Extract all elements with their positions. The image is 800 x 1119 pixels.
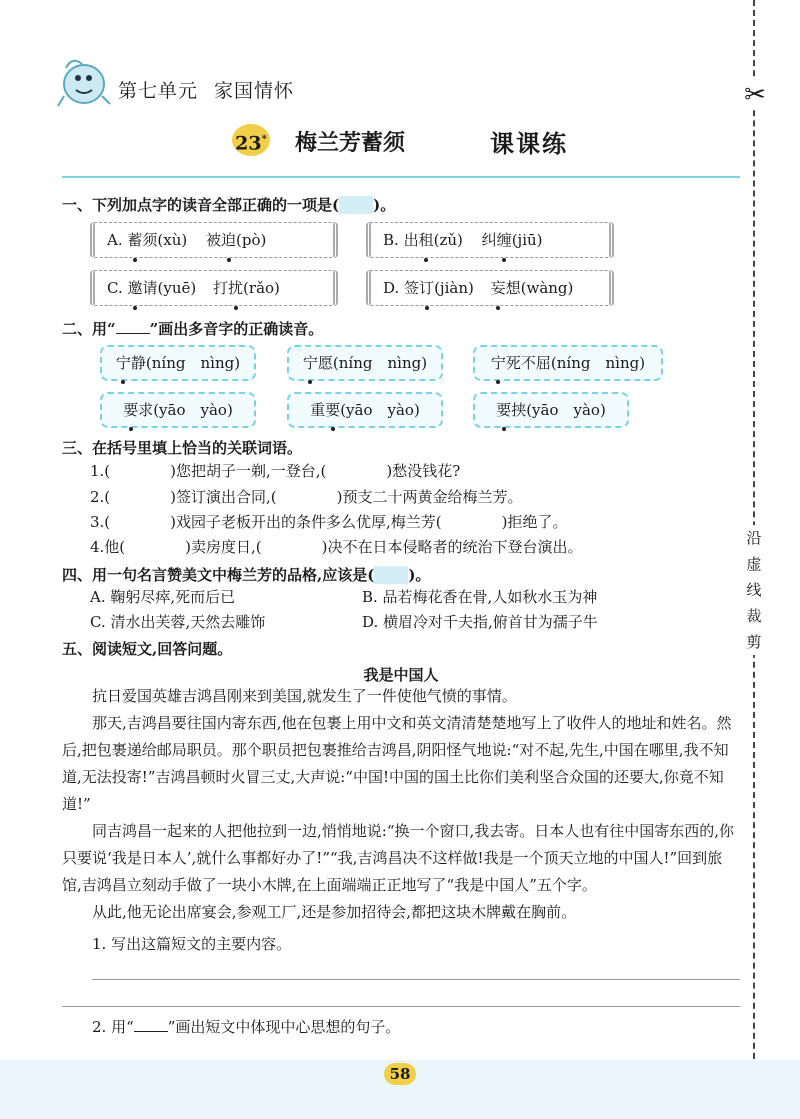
q4-option-b[interactable]: B. 品若梅花香在骨,人如秋水玉为神 bbox=[362, 588, 598, 606]
q2-item-2[interactable] bbox=[287, 345, 443, 381]
option-label: B. bbox=[383, 231, 399, 249]
scissors-icon: ✂ bbox=[740, 80, 770, 110]
option-label: A. bbox=[107, 231, 123, 249]
option-text: 被 bbox=[206, 231, 222, 249]
q4-answer-blank[interactable] bbox=[374, 566, 408, 584]
story-title: 我是中国人 bbox=[363, 666, 439, 684]
lesson-title: 梅兰芳蓄须 bbox=[295, 130, 406, 156]
q1-option-a[interactable] bbox=[90, 222, 338, 258]
q4-option-c[interactable]: C. 清水出芙蓉,天然去雕饰 bbox=[90, 613, 266, 631]
option-text: 打 bbox=[213, 279, 229, 297]
sub-question-text: ”画出短文中体现中心思想的句子。 bbox=[167, 1018, 401, 1036]
unit-label bbox=[118, 76, 310, 103]
sub-question-text: 2. 用“ bbox=[92, 1018, 134, 1036]
practice-title: 课课练 bbox=[490, 129, 568, 158]
q5-heading: 五、阅读短文,回答问题。 bbox=[62, 640, 233, 658]
q2-heading bbox=[62, 318, 323, 339]
dotted-char: 妄 bbox=[491, 271, 506, 305]
item-text: (yāo yào) bbox=[340, 401, 420, 419]
dotted-char: 迫 bbox=[221, 223, 236, 257]
unit-number: 第七单元 bbox=[118, 80, 199, 102]
q5-sub-question-2 bbox=[92, 1017, 400, 1037]
q1-title-end: )。 bbox=[373, 196, 396, 214]
sentence-text: 2.( bbox=[90, 488, 111, 506]
story-paragraph-4: 从此,他无论出席宴会,参观工厂,还是参加招待会,都把这块木牌戴在胸前。 bbox=[92, 903, 577, 921]
sentence-text: )签订演出合同,( bbox=[170, 488, 277, 506]
sentence-text: )戏园子老板开出的条件多么优厚,梅兰芳( bbox=[170, 513, 442, 531]
header-divider bbox=[62, 176, 740, 178]
q1-option-c[interactable] bbox=[90, 270, 338, 306]
lesson-star: * bbox=[261, 134, 267, 145]
option-text: 须(xù) bbox=[142, 231, 188, 249]
q4-title-end: )。 bbox=[408, 566, 431, 584]
q2-item-4[interactable] bbox=[100, 392, 256, 428]
q3-sentence-2 bbox=[90, 487, 523, 507]
q1-answer-blank[interactable] bbox=[339, 196, 373, 214]
q3-heading: 三、在括号里填上恰当的关联词语。 bbox=[62, 439, 303, 457]
lesson-number-badge bbox=[232, 124, 270, 156]
q4-option-a[interactable]: A. 鞠躬尽瘁,死而后已 bbox=[90, 588, 236, 606]
option-text: (jiàn) bbox=[434, 279, 474, 297]
unit-theme: 家国情怀 bbox=[214, 80, 295, 102]
option-text: 请(yuē) bbox=[142, 279, 197, 297]
q1-title: 一、下列加点字的读音全部正确的一项是( bbox=[62, 196, 340, 214]
sentence-text: )卖房度日,( bbox=[185, 538, 262, 556]
sentence-text: )拒绝了。 bbox=[501, 513, 568, 531]
dotted-char: 宁 bbox=[491, 347, 506, 379]
q1-heading bbox=[62, 194, 395, 215]
underline-mark bbox=[134, 1019, 168, 1032]
cut-instruction: 沿虚线裁剪 bbox=[742, 525, 766, 655]
option-text: 想(wàng) bbox=[505, 279, 574, 297]
sentence-text: )您把胡子一剃,一登台,( bbox=[170, 462, 327, 480]
story-paragraph-3: 同吉鸿昌一起来的人把他拉到一边,悄悄地说:“换一个窗口,我去寄。日本人也有往中国寄东西的,你只要说‘我是日本人’,就什么事都好办了!”“我,吉鸿昌决不这样做!我是一个顶天立地的中国人!”回到旅馆,吉鸿昌立刻动手做了一块小木牌,在上面端端正正地写了“我是中国人”五个字。 bbox=[62, 822, 735, 894]
page-number: 58 bbox=[384, 1063, 416, 1085]
q2-item-3[interactable] bbox=[473, 345, 663, 381]
q4-heading bbox=[62, 564, 430, 585]
story-paragraph-1: 抗日爱国英雄吉鸿昌刚来到美国,就发生了一件使他气愤的事情。 bbox=[92, 687, 517, 705]
option-text: (pò) bbox=[236, 231, 267, 249]
mascot-logo-icon bbox=[54, 50, 116, 110]
item-text: 愿(níng nìng) bbox=[317, 354, 428, 372]
q3-sentence-1 bbox=[90, 461, 460, 481]
dotted-char: 扰 bbox=[228, 271, 243, 305]
lesson-number: 23 bbox=[235, 132, 262, 155]
sentence-text: 3.( bbox=[90, 513, 111, 531]
option-label: D. bbox=[383, 279, 400, 297]
dotted-char: 订 bbox=[419, 271, 434, 305]
answer-line-1[interactable] bbox=[92, 979, 740, 980]
q3-sentence-4 bbox=[90, 537, 583, 557]
option-text: (rǎo) bbox=[243, 279, 280, 297]
dotted-char: 缠 bbox=[497, 223, 512, 257]
option-text: (zǔ) bbox=[433, 231, 463, 249]
q5-sub-question-1: 1. 写出这篇短文的主要内容。 bbox=[92, 935, 292, 953]
dotted-char: 宁 bbox=[116, 347, 131, 379]
item-text: 挟(yāo yào) bbox=[511, 401, 606, 419]
story-paragraph-2: 那天,吉鸿昌要往国内寄东西,他在包裹上用中文和英文清清楚楚地写上了收件人的地址和姓名。然后,把包裹递给邮局职员。那个职员把包裹推给吉鸿昌,阴阳怪气地说:“对不起,先生,中国在哪里,我不知道,无法投寄!”吉鸿昌顿时火冒三丈,大声说:“中国!中国的国土比你们美利坚合众国的还要大,你竟不知道!” bbox=[62, 714, 732, 813]
q1-option-b[interactable] bbox=[366, 222, 614, 258]
sentence-text: )预支二十两黄金给梅兰芳。 bbox=[336, 488, 523, 506]
item-text: 静(níng nìng) bbox=[130, 354, 241, 372]
dotted-char: 蓄 bbox=[127, 223, 142, 257]
option-text: 出 bbox=[403, 231, 419, 249]
dotted-char: 租 bbox=[419, 223, 434, 257]
q2-item-6[interactable] bbox=[473, 392, 629, 428]
dotted-char: 宁 bbox=[303, 347, 318, 379]
q2-title-start: 二、用“ bbox=[62, 320, 116, 338]
item-text: 死不屈(níng nìng) bbox=[505, 354, 646, 372]
option-label: C. bbox=[107, 279, 123, 297]
q4-option-d[interactable]: D. 横眉冷对千夫指,俯首甘为孺子牛 bbox=[362, 613, 598, 631]
dotted-char: 邀 bbox=[128, 271, 143, 305]
sentence-text: )愁没钱花? bbox=[386, 462, 461, 480]
q1-option-d[interactable] bbox=[366, 270, 614, 306]
q3-sentence-3 bbox=[90, 512, 568, 532]
sentence-text: 1.( bbox=[90, 462, 111, 480]
q2-title-end: ”画出多音字的正确读音。 bbox=[149, 320, 324, 338]
answer-line-2[interactable] bbox=[62, 1006, 740, 1007]
dotted-char: 要 bbox=[123, 394, 138, 426]
underline-mark bbox=[116, 321, 150, 334]
option-text: 签 bbox=[404, 279, 420, 297]
item-text: 重 bbox=[310, 401, 326, 419]
item-text: 求(yāo yào) bbox=[138, 401, 233, 419]
dotted-char: 要 bbox=[325, 394, 340, 426]
option-text: 纠 bbox=[481, 231, 497, 249]
dotted-char: 要 bbox=[496, 394, 511, 426]
q2-item-5[interactable] bbox=[287, 392, 443, 428]
option-text: (jiū) bbox=[511, 231, 543, 249]
q2-item-1[interactable] bbox=[100, 345, 256, 381]
sentence-text: )决不在日本侵略者的统治下登台演出。 bbox=[321, 538, 583, 556]
q4-title: 四、用一句名言赞美文中梅兰芳的品格,应该是( bbox=[62, 566, 375, 584]
sentence-text: 4.他( bbox=[90, 538, 126, 556]
